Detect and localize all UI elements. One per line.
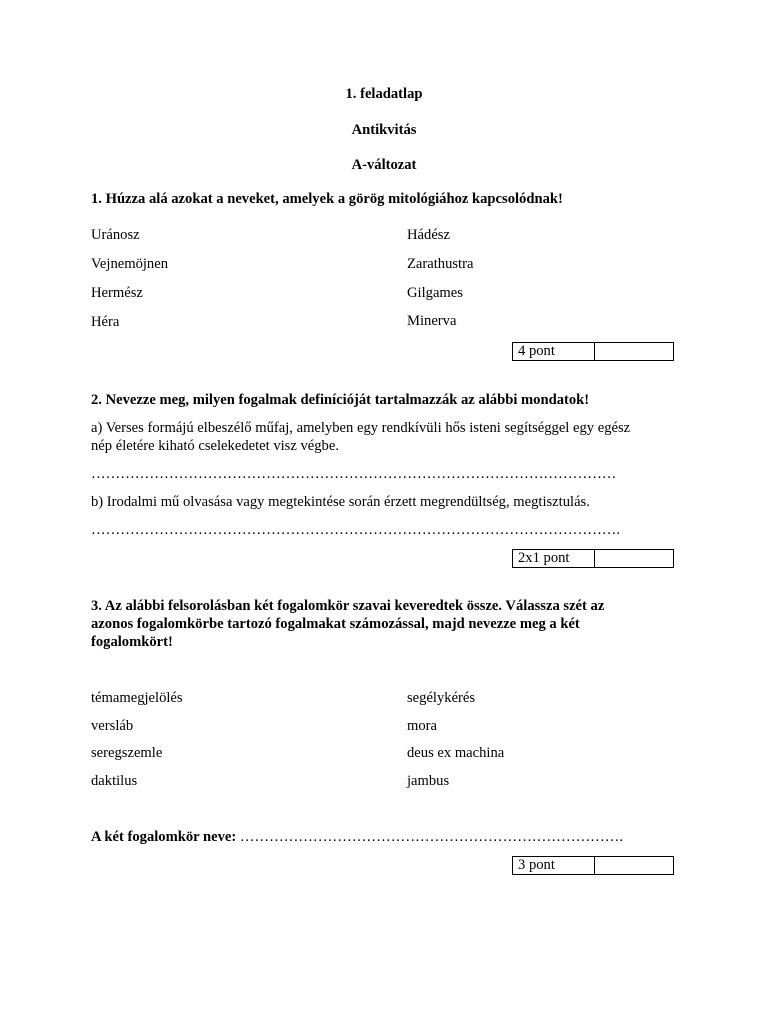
task2-question: 2. Nevezze meg, milyen fogalmak definícióját tartalmazzák az alábbi mondatok! xyxy=(91,392,590,408)
task1-right-item[interactable]: Zarathustra xyxy=(407,256,474,272)
task3-score-field[interactable] xyxy=(595,857,673,874)
task2-score-field[interactable] xyxy=(595,550,673,567)
task1-right-item[interactable]: Hádész xyxy=(407,227,450,243)
task1-question: 1. Húzza alá azokat a neveket, amelyek a görög mitológiához kapcsolódnak! xyxy=(91,191,563,207)
task1-score-label: 4 pont xyxy=(513,343,595,360)
task3-left-item[interactable]: versláb xyxy=(91,718,134,734)
task3-right-item[interactable]: segélykérés xyxy=(407,690,476,706)
task3-question-line3: fogalomkört! xyxy=(91,634,173,650)
task3-names-answer-line[interactable]: ……………………………………………………………………. xyxy=(239,829,623,845)
task2-score-label: 2x1 pont xyxy=(513,550,595,567)
task3-score-label: 3 pont xyxy=(513,857,595,874)
task1-left-item[interactable]: Vejnemöjnen xyxy=(91,256,169,272)
task3-right-item[interactable]: mora xyxy=(407,718,437,734)
task2-a-text-line2: nép életére kiható cselekedetet visz végbe. xyxy=(91,438,339,454)
task2-score-box xyxy=(512,549,674,568)
task2-b-answer-line[interactable]: ………………………………………………………………………………………………. xyxy=(91,522,621,538)
task3-question-line2: azonos fogalomkörbe tartozó fogalmakat számozással, majd nevezze meg a két xyxy=(91,616,580,632)
task1-right-item[interactable]: Gilgames xyxy=(407,285,463,301)
task3-left-item[interactable]: témamegjelölés xyxy=(91,690,183,706)
task2-a-text-line1: a) Verses formájú elbeszélő műfaj, amelyben egy rendkívüli hős isteni segítséggel egy egész xyxy=(91,420,631,436)
worksheet-subject: Antikvitás xyxy=(351,122,417,138)
worksheet-variant: A-változat xyxy=(351,157,417,173)
task3-score-box xyxy=(512,856,674,875)
task1-score-box xyxy=(512,342,674,361)
task3-names-row xyxy=(91,829,623,846)
task3-left-item[interactable]: daktilus xyxy=(91,773,138,789)
task3-right-item[interactable]: jambus xyxy=(407,773,450,789)
task1-left-item[interactable]: Héra xyxy=(91,314,120,330)
task3-question-line1: 3. Az alábbi felsorolásban két fogalomkör szavai keveredtek össze. Válassza szét az xyxy=(91,598,605,614)
task3-names-label: A két fogalomkör neve: xyxy=(91,829,237,845)
task1-score-field[interactable] xyxy=(595,343,673,360)
task3-right-item[interactable]: deus ex machina xyxy=(407,745,505,761)
worksheet-number: 1. feladatlap xyxy=(345,86,423,102)
task2-b-text: b) Irodalmi mű olvasása vagy megtekintése során érzett megrendültség, megtisztulás. xyxy=(91,494,590,510)
task1-left-item[interactable]: Hermész xyxy=(91,285,143,301)
task3-left-item[interactable]: seregszemle xyxy=(91,745,163,761)
task2-a-answer-line[interactable]: ……………………………………………………………………………………………… xyxy=(91,466,617,482)
task1-right-item[interactable]: Minerva xyxy=(407,313,457,329)
task1-left-item[interactable]: Uránosz xyxy=(91,227,140,243)
